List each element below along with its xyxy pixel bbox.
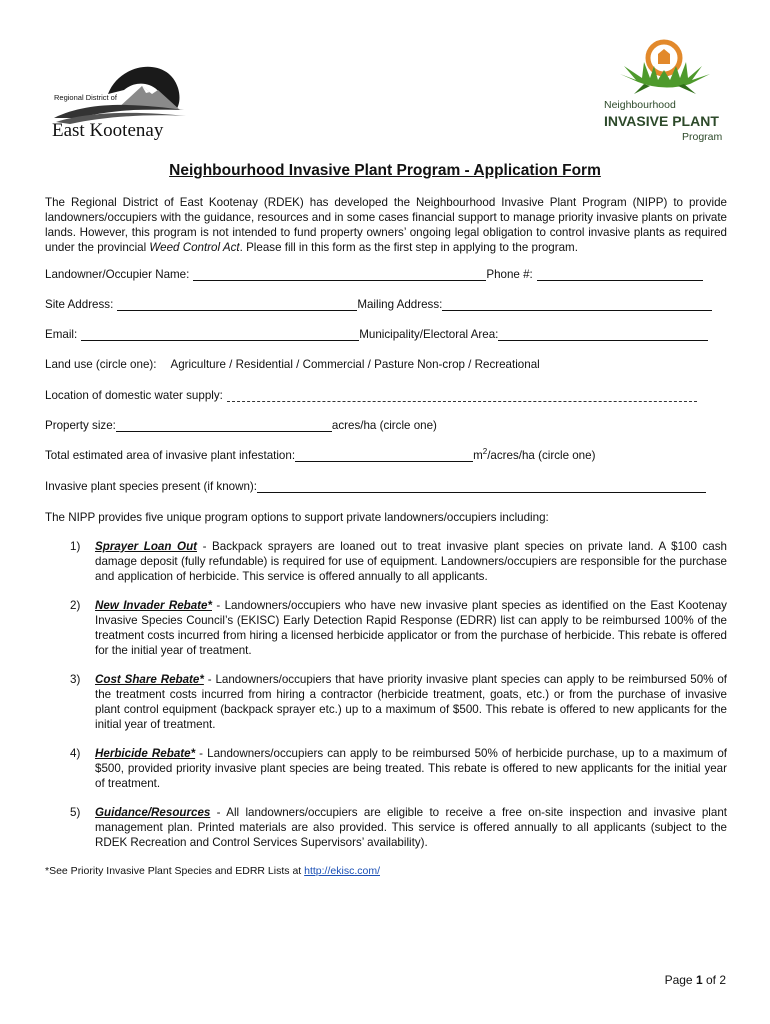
infestation-unit-rest: /acres/ha (circle one) — [487, 449, 596, 462]
municipality-label: Municipality/Electoral Area: — [359, 328, 499, 341]
species-label: Invasive plant species present (if known): — [45, 480, 258, 493]
option-text: - All landowners/occupiers are eligible to receive a free on-site inspection and invasive plant management plan. Printed materials are also provided. This service is offered annually to all applicants (subject to the RDEK Recreation and Control Services Supervisors’ availability). — [95, 806, 727, 849]
landowner-label: Landowner/Occupier Name: — [45, 268, 190, 281]
option-item — [45, 746, 727, 791]
phone-label: Phone #: — [486, 268, 533, 281]
property-size-label: Property size: — [45, 419, 116, 432]
field-row-land-use — [45, 358, 540, 371]
intro-paragraph — [45, 195, 727, 255]
field-row-address — [45, 298, 712, 311]
option-item — [45, 598, 727, 658]
site-address-label: Site Address: — [45, 298, 114, 311]
page-number — [665, 973, 726, 987]
option-number: 3) — [70, 673, 81, 686]
option-number: 2) — [70, 599, 81, 612]
option-item — [45, 539, 727, 584]
rdek-logo-small-text: Regional District of — [54, 93, 117, 102]
nipp-logo-line3: Program — [682, 131, 723, 143]
intro-text-1: The Regional District of East Kootenay (RDEK) has developed the Neighbourhood Invasive Plant Program (NIPP) to provide landowners/occupiers with the guidance, resources and in some cases financial support to manage priority invasive plants on private lands. However, this program is not intended to fund property owners’ ongoing legal obligation to control invasive plants as required under the provincial — [45, 196, 727, 254]
page-current: 1 — [695, 973, 703, 987]
option-text: - Landowners/occupiers can apply to be reimbursed 50% of herbicide purchase, up to a maximum of $500, provided priority invasive plant species are being treated. This rebate is offered to new applicants for the initial year of treatment. — [95, 747, 727, 790]
option-title: New Invader Rebate* — [95, 599, 212, 612]
land-use-options[interactable]: Agriculture / Residential / Commercial / Pasture Non-crop / Recreational — [170, 358, 540, 371]
option-title: Cost Share Rebate* — [95, 673, 204, 686]
field-row-email — [45, 328, 708, 341]
rdek-logo-name: East Kootenay — [52, 120, 164, 140]
mailing-address-label: Mailing Address: — [357, 298, 443, 311]
phone-input-line[interactable] — [537, 268, 703, 281]
option-number: 1) — [70, 540, 81, 553]
landowner-input-line[interactable] — [193, 268, 486, 281]
infestation-unit-m: m — [473, 449, 483, 462]
site-address-input-line[interactable] — [117, 298, 357, 311]
intro-act-name: Weed Control Act — [149, 241, 240, 254]
footnote — [45, 865, 380, 877]
option-title: Sprayer Loan Out — [95, 540, 198, 553]
species-input-line[interactable] — [257, 480, 706, 493]
option-item — [45, 805, 727, 850]
rdek-logo — [50, 60, 190, 140]
page-of: of — [702, 973, 720, 987]
infestation-unit-sup: 2 — [482, 447, 488, 457]
field-row-landowner — [45, 268, 703, 281]
field-row-infestation — [45, 449, 595, 462]
option-text: - Landowners/occupiers that have priority invasive plant species can apply to be reimbursed 50% of the treatment costs incurred from hiring a contractor (herbicide treatment, goats, etc.) or from the purchase of invasive plant control equipment (backpack sprayer etc.) up to a maximum of $500. This rebate is offered to new applicants for the initial year of treatment. — [95, 673, 727, 731]
infestation-label: Total estimated area of invasive plant infestation: — [45, 449, 296, 462]
email-label: Email: — [45, 328, 78, 341]
option-text: - Landowners/occupiers who have new invasive plant species as identified on the East Kootenay Invasive Species Council’s (EKISC) Early Detection Rapid Response (EDRR) list can apply to be reimbursed 100% of the treatment costs incurred from hiring a licensed herbicide applicator or from the purchase of herbicide. This rebate is offered for the initial year of treatment. — [95, 599, 727, 657]
option-text: - Backpack sprayers are loaned out to treat invasive plant species on private land. A $100 cash damage deposit (fully refundable) is required for use of equipment. Landowners/occupiers are responsible for the purchase and application of herbicide. This service is offered annually to all applicants. — [95, 540, 727, 583]
footnote-text: *See Priority Invasive Plant Species and EDRR Lists at — [45, 865, 305, 877]
email-input-line[interactable] — [81, 328, 359, 341]
option-item — [45, 672, 727, 732]
options-list — [45, 539, 727, 864]
infestation-units[interactable] — [473, 449, 595, 462]
water-supply-input-line[interactable] — [227, 389, 697, 402]
land-use-label: Land use (circle one): — [45, 358, 157, 371]
nipp-logo — [598, 36, 728, 146]
nipp-logo-line1: Neighbourhood — [604, 99, 676, 111]
property-size-units[interactable]: acres/ha (circle one) — [331, 419, 437, 432]
nipp-logo-line2: INVASIVE PLANT — [604, 113, 719, 129]
option-number: 4) — [70, 747, 81, 760]
page-prefix: Page — [664, 973, 696, 987]
option-number: 5) — [70, 806, 81, 819]
municipality-input-line[interactable] — [498, 328, 708, 341]
options-intro: The NIPP provides five unique program options to support private landowners/occupiers including: — [45, 511, 549, 524]
infestation-input-line[interactable] — [295, 449, 473, 462]
field-row-property-size — [45, 419, 437, 432]
water-supply-label: Location of domestic water supply: — [45, 389, 223, 402]
field-row-species — [45, 480, 706, 493]
page-total: 2 — [719, 973, 726, 987]
page-title: Neighbourhood Invasive Plant Program - Application Form — [169, 162, 601, 179]
intro-text-2: . Please fill in this form as the first step in applying to the program. — [239, 241, 578, 254]
mailing-address-input-line[interactable] — [442, 298, 712, 311]
field-row-water-supply — [45, 389, 697, 402]
ekisc-link[interactable]: http://ekisc.com/ — [304, 865, 380, 877]
property-size-input-line[interactable] — [116, 419, 332, 432]
option-title: Herbicide Rebate* — [95, 747, 196, 760]
option-title: Guidance/Resources — [95, 806, 211, 819]
